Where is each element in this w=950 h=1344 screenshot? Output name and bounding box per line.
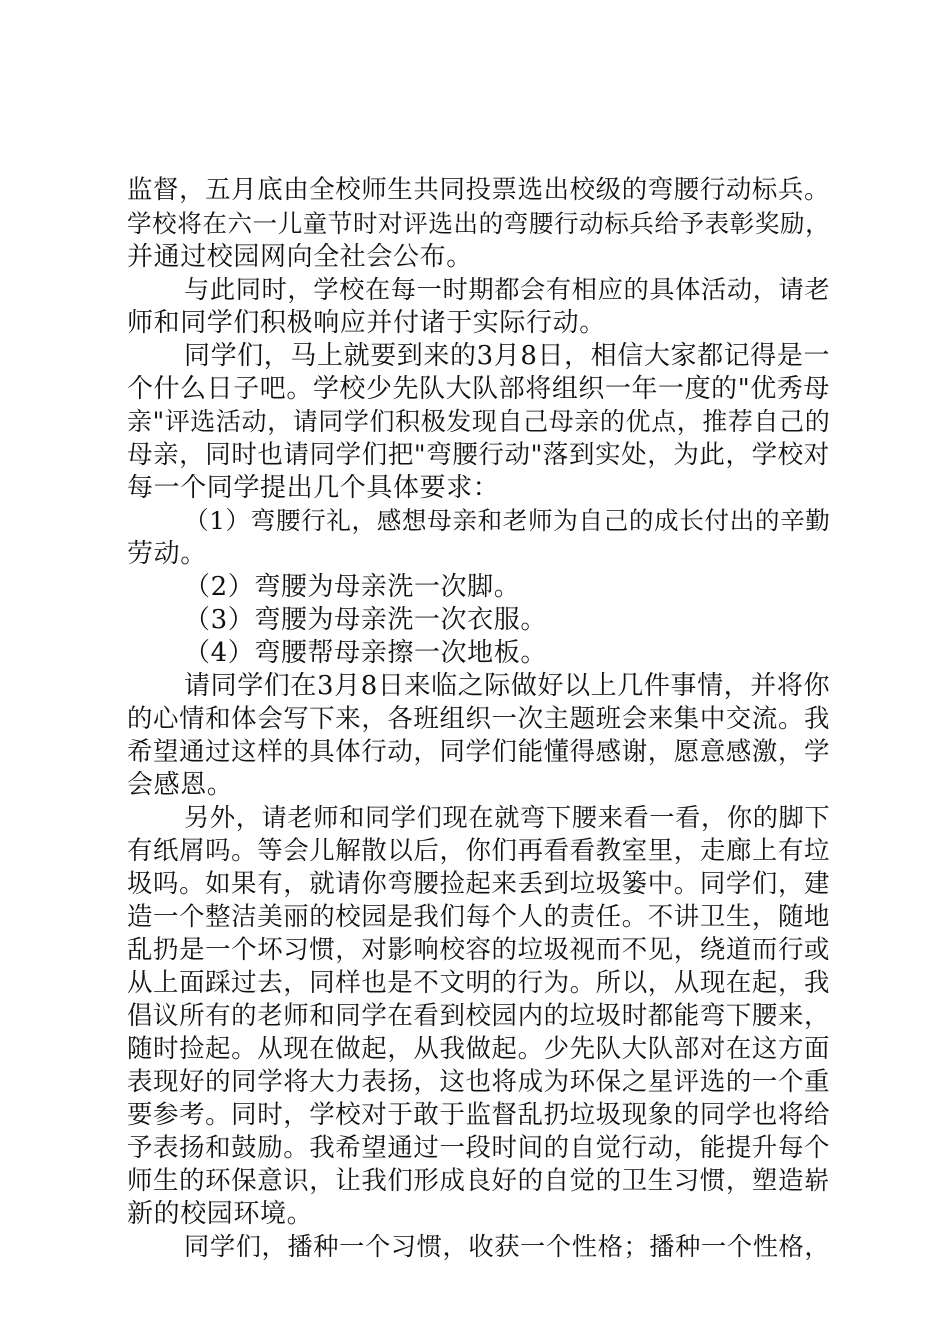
text-line: （3）弯腰为母亲洗一次衣服。 [184, 605, 547, 635]
text-line: 亲"评选活动，请同学们积极发现自己母亲的优点，推荐自己的 [127, 407, 831, 436]
text-line: 会感恩。 [127, 770, 234, 800]
text-line: 乱扔是一个坏习惯，对影响校容的垃圾视而不见，绕道而行或 [127, 935, 831, 965]
text-line: 倡议所有的老师和同学在看到校园内的垃圾时都能弯下腰来， [127, 1001, 831, 1031]
text-line: 随时捡起。从现在做起，从我做起。少先队大队部对在这方面 [127, 1034, 831, 1064]
text-line: 圾吗。如果有，就请你弯腰捡起来丢到垃圾篓中。同学们，建 [127, 869, 831, 899]
text-line: 予表扬和鼓励。我希望通过一段时间的自觉行动，能提升每个 [127, 1133, 831, 1163]
text-line: 学校将在六一儿童节时对评选出的弯腰行动标兵给予表彰奖励， [127, 209, 831, 238]
text-line: 另外，请老师和同学们现在就弯下腰来看一看，你的脚下 [184, 803, 831, 832]
text-line: 监督，五月底由全校师生共同投票选出校级的弯腰行动标兵。 [127, 175, 831, 205]
text-line: 并通过校园网向全社会公布。 [127, 242, 473, 272]
text-line: （1）弯腰行礼，感想母亲和老师为自己的成长付出的辛勤 [184, 506, 831, 535]
text-line: 新的校园环境。 [127, 1199, 314, 1229]
text-line: （2）弯腰为母亲洗一次脚。 [184, 572, 521, 602]
text-line: 要参考。同时，学校对于敢于监督乱扔垃圾现象的同学也将给 [127, 1100, 831, 1130]
text-line: 造一个整洁美丽的校园是我们每个人的责任。不讲卫生，随地 [127, 902, 831, 932]
text-line: 的心情和体会写下来，各班组织一次主题班会来集中交流。我 [127, 704, 831, 734]
text-line: 与此同时，学校在每一时期都会有相应的具体活动，请老 [184, 275, 831, 304]
text-line: 请同学们在3月8日来临之际做好以上几件事情，并将你 [184, 671, 831, 701]
text-line: 师生的环保意识，让我们形成良好的自觉的卫生习惯，塑造崭 [127, 1166, 831, 1196]
text-line: 有纸屑吗。等会儿解散以后，你们再看看教室里，走廊上有垃 [127, 836, 831, 866]
text-line: （4）弯腰帮母亲擦一次地板。 [184, 638, 547, 668]
text-line: 师和同学们积极响应并付诸于实际行动。 [127, 308, 606, 338]
text-line: 从上面踩过去，同样也是不文明的行为。所以，从现在起，我 [127, 968, 831, 998]
text-line: 每一个同学提出几个具体要求： [127, 473, 500, 503]
text-line: 同学们，播种一个习惯，收获一个性格；播种一个性格， [184, 1232, 831, 1261]
text-line: 希望通过这样的具体行动，同学们能懂得感谢，愿意感激，学 [127, 737, 831, 767]
text-line: 表现好的同学将大力表扬，这也将成为环保之星评选的一个重 [127, 1067, 831, 1097]
text-line: 个什么日子吧。学校少先队大队部将组织一年一度的"优秀母 [127, 374, 830, 404]
text-line: 劳动。 [127, 539, 207, 569]
text-line: 母亲，同时也请同学们把"弯腰行动"落到实处，为此，学校对 [127, 440, 830, 470]
text-line: 同学们，马上就要到来的3月8日，相信大家都记得是一 [184, 341, 831, 371]
